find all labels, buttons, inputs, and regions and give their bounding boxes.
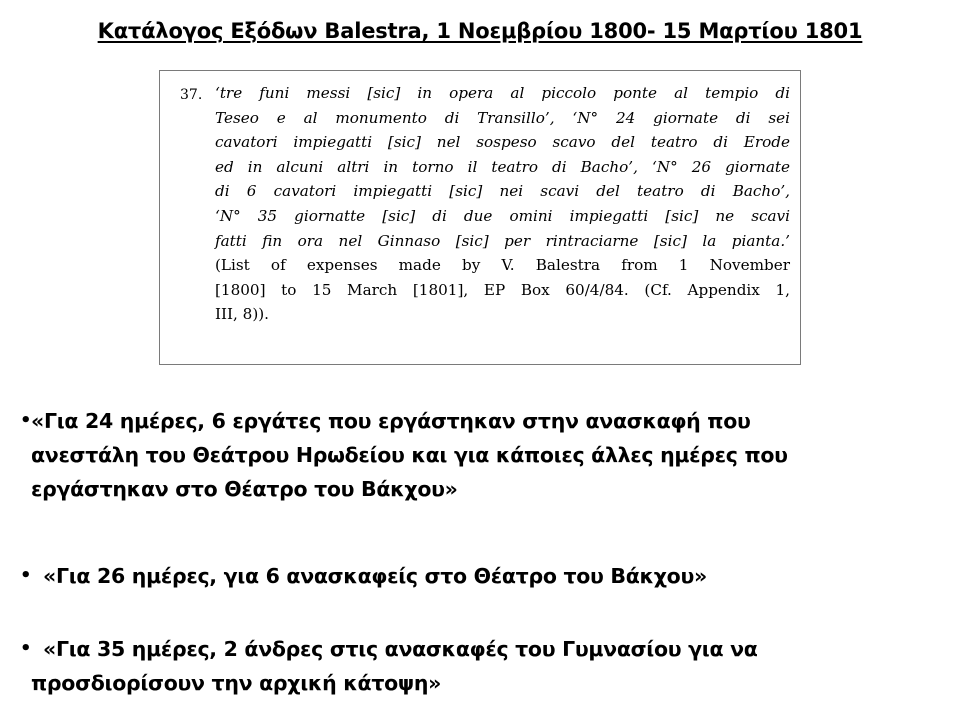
bullet-marker: • [20,410,32,431]
bullet-text-line: «Για 24 ημέρες, 6 εργάτες που εργάστηκαν στην ανασκαφή που [31,409,751,433]
excerpt-footnote-number: 37. [180,87,203,103]
excerpt-line: ed in alcuni altri in torno il teatro di Bacho’, ‘N° 26 giornate [215,157,790,176]
excerpt-line: [1800] to 15 March [1801], EP Box 60/4/84. (Cf. Appendix 1, [215,280,790,299]
excerpt-line: fatti fin ora nel Ginnaso [sic] per rintraciarne [sic] la pianta.’ [215,231,790,250]
bullet-text-line: «Για 26 ημέρες, για 6 ανασκαφείς στο Θέατρο του Βάκχου» [43,564,707,588]
bullet-text-line: εργάστηκαν στο Θέατρο του Βάκχου» [31,477,458,501]
excerpt-line: cavatori impiegatti [sic] nel sospeso scavo del teatro di Erode [215,133,790,152]
bullet-marker: • [20,638,32,659]
excerpt-line: (List of expenses made by V. Balestra from 1 November [215,256,790,275]
bullet-text-line: προσδιορίσουν την αρχική κάτοψη» [31,671,442,695]
bullet-text-line: «Για 35 ημέρες, 2 άνδρες στις ανασκαφές του Γυμνασίου για να [43,637,758,661]
excerpt-line: di 6 cavatori impiegatti [sic] nei scavi del teatro di Bacho’, [215,182,790,201]
bullet-text-line: ανεστάλη του Θεάτρου Ηρωδείου και για κάποιες άλλες ημέρες που [31,443,788,467]
excerpt-line: III, 8)). [215,305,269,324]
quoted-excerpt-image [159,70,801,365]
bullet-marker: • [20,565,32,586]
excerpt-line: Teseo e al monumento di Transillo’, ‘N° 24 giornate di sei [215,108,790,127]
excerpt-line: ‘tre funi messi [sic] in opera al piccolo ponte al tempio di [215,84,790,102]
excerpt-line: ‘N° 35 giornatte [sic] di due omini impiegatti [sic] ne scavi [215,206,790,225]
excerpt-text [215,81,790,327]
slide-title: Κατάλογος Εξόδων Balestra, 1 Νοεμβρίου 1800- 15 Μαρτίου 1801 [97,19,863,43]
